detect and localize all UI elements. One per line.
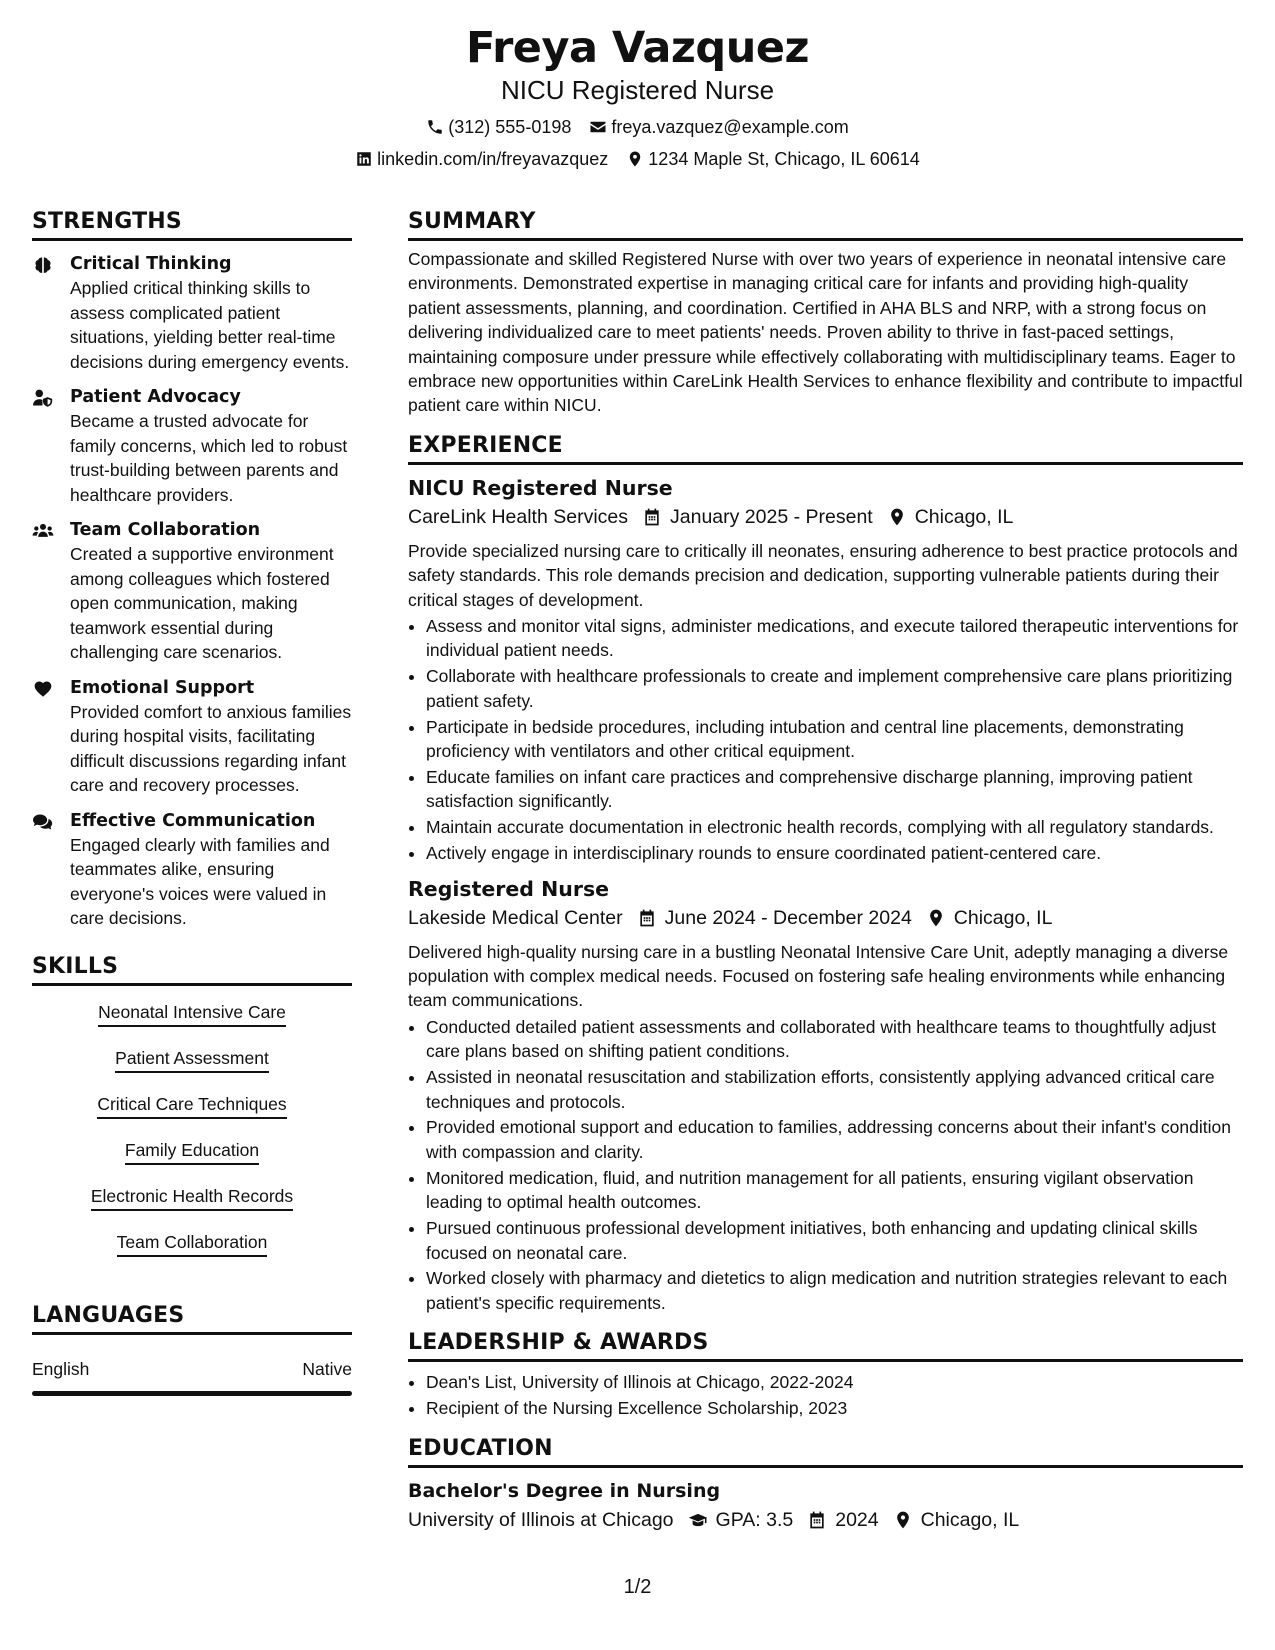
map-marker-icon [893, 1510, 913, 1530]
strength-desc: Applied critical thinking skills to assess complicated patient situations, yielding better real-time decisions during emergency events. [70, 278, 350, 372]
contact-row-2 [0, 148, 1275, 170]
job-dates: January 2025 - Present [670, 505, 873, 528]
experience-heading: EXPERIENCE [408, 432, 1243, 465]
map-marker-icon [926, 908, 946, 928]
school-name: University of Illinois at Chicago [408, 1508, 674, 1531]
job-bullet: • Collaborate with healthcare professionals to create and implement comprehensive care plans prioritizing patient safety. [426, 664, 1243, 713]
map-marker-icon [887, 507, 907, 527]
strength-item [32, 253, 352, 374]
job-meta [408, 503, 1243, 531]
strengths-heading: STRENGTHS [32, 208, 352, 241]
strength-item [32, 677, 352, 798]
contact-row-1 [0, 116, 1275, 138]
job-company: Lakeside Medical Center [408, 906, 623, 929]
skill-tag: Patient Assessment [115, 1046, 269, 1073]
resume-header [0, 0, 1275, 170]
job-bullet: • Assess and monitor vital signs, administer medications, and execute tailored therapeutic interventions for individual patient needs. [426, 614, 1243, 663]
job-entry [408, 876, 1243, 1316]
address-contact [626, 148, 920, 170]
job-bullet: • Actively engage in interdisciplinary rounds to ensure coordinated patient-centered care. [426, 841, 1243, 865]
language-level: Native [302, 1358, 352, 1379]
education-heading: EDUCATION [408, 1435, 1243, 1468]
awards-list [408, 1370, 1243, 1420]
job-bullet: • Participate in bedside procedures, including intubation and central line placements, demonstrating proficiency with ventilators and other critical equipment. [426, 715, 1243, 764]
calendar-icon [642, 507, 662, 527]
language-name: English [32, 1358, 90, 1379]
summary-text: Compassionate and skilled Registered Nurse with over two years of experience in neonatal intensive care environments. Demonstrated expertise in managing critical care for infants and providing high-quality patient assessments, planning, and coordination. Certified in AHA BLS and NRP, with a strong focus on delivering individualized care to meet patients' needs. Proven ability to thrive in fast-paced settings, maintaining composure under pressure while effectively collaborating with multidisciplinary teams. Eager to embrace new opportunities within CareLink Health Services to enhance flexibility and contribute to impactful patient care within NICU. [408, 249, 1243, 416]
skill-tag: Family Education [125, 1138, 259, 1165]
job-bullet: • Maintain accurate documentation in electronic health records, complying with all regulatory standards. [426, 815, 1243, 839]
job-bullet: • Assisted in neonatal resuscitation and stabilization efforts, consistently applying advanced critical care techniques and protocols. [426, 1065, 1243, 1114]
job-bullet: • Conducted detailed patient assessments and collaborated with healthcare teams to thoughtfully adjust care plans based on shifting patient conditions. [426, 1015, 1243, 1064]
email-text: freya.vazquez@example.com [611, 117, 849, 137]
job-bullet: • Educate families on infant care practices and comprehensive discharge planning, improving patient satisfaction significantly. [426, 765, 1243, 814]
envelope-icon [589, 118, 607, 136]
awards-heading: LEADERSHIP & AWARDS [408, 1329, 1243, 1362]
strength-item [32, 810, 352, 931]
job-title: Registered Nurse [408, 876, 610, 901]
address-text: 1234 Maple St, Chicago, IL 60614 [648, 149, 920, 169]
strength-title: Emotional Support [70, 677, 255, 698]
job-bullet: • Monitored medication, fluid, and nutrition management for all patients, ensuring vigilant observation leading to optimal health outcomes. [426, 1166, 1243, 1215]
graduation-cap-icon [688, 1510, 708, 1530]
strength-title: Effective Communication [70, 810, 316, 831]
job-bullets [408, 1015, 1243, 1315]
degree-title: Bachelor's Degree in Nursing [408, 1479, 721, 1502]
strength-title: Team Collaboration [70, 520, 261, 540]
strength-title: Patient Advocacy [70, 387, 241, 407]
language-item [32, 1357, 352, 1381]
graduation-year: 2024 [835, 1508, 879, 1531]
heart-icon [32, 679, 54, 699]
linkedin-contact[interactable] [355, 148, 608, 170]
job-description: Delivered high-quality nursing care in a bustling Neonatal Intensive Care Unit, adeptly managing a diverse population with complex medical needs. Focused on fostering safe healing environments while enhancing team communications. [408, 941, 1229, 1011]
strength-title: Critical Thinking [70, 254, 232, 274]
page-number: 1/2 [623, 1576, 652, 1598]
job-description: Provide specialized nursing care to critically ill neonates, ensuring adherence to best practice protocols and safety standards. This role demands precision and dedication, supporting vulnerable patients during their critical stages of development. [408, 540, 1238, 610]
education-location: Chicago, IL [920, 1508, 1020, 1531]
language-proficiency-bar [32, 1391, 352, 1396]
skills-list [32, 1000, 352, 1276]
job-dates: June 2024 - December 2024 [664, 906, 912, 929]
right-column [408, 208, 1243, 1534]
gpa-text: GPA: 3.5 [715, 1508, 794, 1531]
job-bullet: • Provided emotional support and education to families, addressing concerns about their infant's condition with compassion and clarity. [426, 1115, 1243, 1164]
job-location: Chicago, IL [953, 906, 1053, 929]
strength-item [32, 386, 352, 507]
phone-contact[interactable] [426, 116, 571, 138]
skill-tag: Electronic Health Records [91, 1184, 293, 1211]
brain-icon [32, 255, 54, 275]
job-title: NICU Registered Nurse [408, 475, 673, 500]
job-bullet: • Pursued continuous professional development initiatives, both enhancing and updating clinical skills focused on neonatal care. [426, 1216, 1243, 1265]
users-icon [32, 521, 54, 541]
calendar-icon [807, 1510, 827, 1530]
candidate-role: NICU Registered Nurse [500, 75, 775, 105]
candidate-name: Freya Vazquez [465, 23, 810, 73]
email-contact[interactable] [589, 116, 848, 138]
job-bullet: • Worked closely with pharmacy and dietetics to align medication and nutrition strategies relevant to each patient's specific requirements. [426, 1266, 1243, 1315]
education-meta [408, 1506, 1243, 1534]
left-column [32, 208, 352, 1396]
job-entry [408, 475, 1243, 866]
strength-desc: Created a supportive environment among colleagues which fostered open communication, making teamwork essential during challenging care scenarios. [70, 544, 334, 662]
linkedin-text: linkedin.com/in/freyavazquez [377, 149, 609, 169]
skill-tag: Critical Care Techniques [97, 1092, 286, 1119]
strength-item [32, 519, 352, 665]
summary-heading: SUMMARY [408, 208, 1243, 241]
job-meta [408, 904, 1243, 932]
comments-icon [32, 812, 54, 832]
map-marker-icon [626, 150, 644, 168]
job-bullets [408, 614, 1243, 866]
strength-desc: Engaged clearly with families and teammates alike, ensuring everyone's voices were valued in care decisions. [70, 834, 330, 928]
linkedin-icon [355, 150, 373, 168]
job-company: CareLink Health Services [408, 505, 629, 528]
skills-heading: SKILLS [32, 953, 352, 986]
skill-tag: Neonatal Intensive Care [98, 1000, 286, 1027]
award-item: • Dean's List, University of Illinois at Chicago, 2022-2024 [426, 1370, 1243, 1394]
calendar-icon [637, 908, 657, 928]
user-shield-icon [32, 388, 54, 408]
skill-tag: Team Collaboration [117, 1230, 268, 1257]
job-location: Chicago, IL [914, 505, 1014, 528]
award-item: • Recipient of the Nursing Excellence Scholarship, 2023 [426, 1396, 1243, 1420]
languages-heading: LANGUAGES [32, 1302, 352, 1335]
phone-icon [426, 118, 444, 136]
strength-desc: Became a trusted advocate for family concerns, which led to robust trust-building between parents and healthcare providers. [70, 411, 348, 505]
strength-desc: Provided comfort to anxious families during hospital visits, facilitating difficult discussions regarding infant care and recovery processes. [70, 701, 352, 795]
phone-text: (312) 555-0198 [448, 117, 572, 137]
